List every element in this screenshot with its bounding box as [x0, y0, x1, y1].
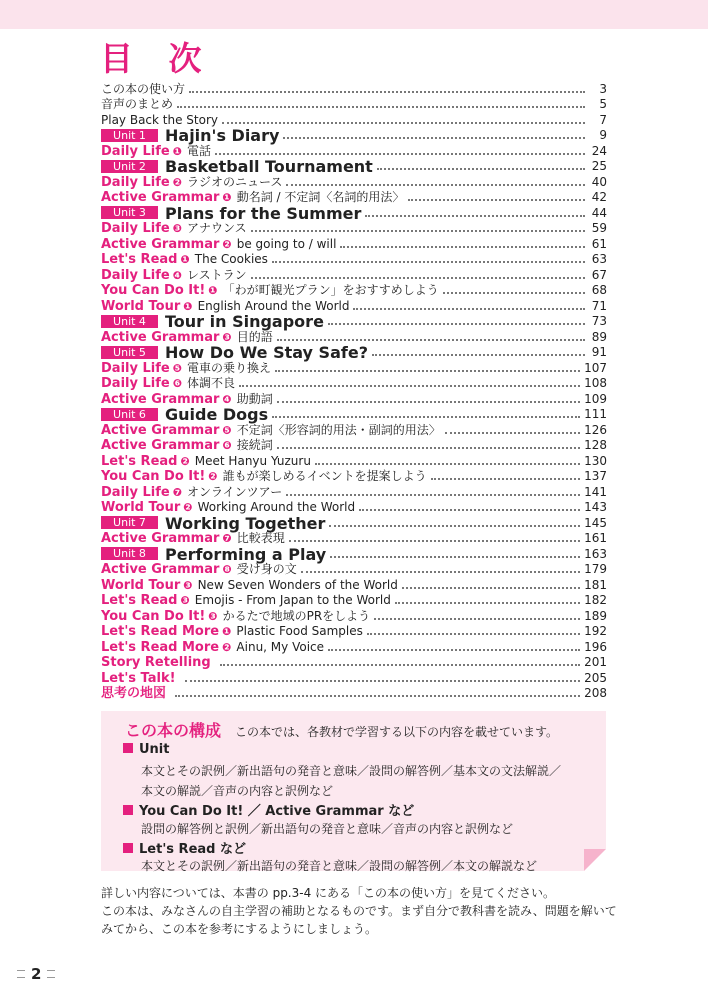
toc-category [101, 438, 232, 453]
category-number: ❺ [222, 423, 232, 437]
unit-title: Guide Dogs [165, 405, 269, 424]
toc-category [101, 624, 231, 639]
dot-leader [272, 261, 585, 263]
toc-page-number: 111 [584, 407, 607, 421]
section-you-can-do-it [123, 800, 414, 819]
toc-entry [101, 577, 607, 593]
toc-category [101, 485, 182, 500]
dot-leader [402, 587, 580, 589]
dot-leader [286, 494, 580, 496]
category-number: ❶ [180, 253, 190, 266]
toc-entry [101, 81, 607, 97]
toc-title: New Seven Wonders of the World [197, 577, 398, 592]
toc-page-number: 208 [584, 686, 607, 700]
toc-category [101, 562, 232, 577]
toc-page-number: 44 [591, 205, 607, 220]
category-label: Active Grammar [101, 422, 220, 438]
section-desc: 本文の解説／音声の内容と訳例など [141, 784, 334, 798]
toc-title: 不定詞〈形容詞的用法・副詞的用法〉 [236, 422, 441, 437]
category-label: Let's Read [101, 593, 178, 608]
page-footer [17, 965, 55, 983]
toc-page-number: 145 [584, 515, 607, 530]
category-label: Story Retelling [101, 655, 211, 670]
category-number: ❶ [183, 299, 193, 313]
dot-leader [359, 509, 580, 511]
toc-title: 体調不良 [187, 376, 236, 390]
square-bullet-icon [123, 805, 133, 815]
toc-page-number: 205 [584, 670, 607, 685]
toc-title: 目的語 [236, 329, 273, 344]
toc-category [101, 283, 218, 298]
dot-leader [445, 432, 580, 434]
unit-title: Tour in Singapore [165, 312, 324, 331]
category-label: Active Grammar [101, 391, 220, 407]
dot-leader [431, 478, 580, 480]
toc-title: Working Around the World [197, 500, 356, 514]
note [101, 884, 621, 938]
toc-category [101, 686, 166, 701]
dot-leader [315, 463, 580, 465]
toc-page-number: 161 [584, 531, 607, 545]
toc-entry [101, 531, 607, 547]
category-label: Active Grammar [101, 438, 220, 453]
dot-leader [330, 556, 580, 558]
toc-title: be going to / will [236, 236, 337, 251]
category-number: ❸ [183, 578, 193, 592]
category-label: Let's Talk! [101, 670, 176, 686]
toc-title: Play Back the Story [101, 112, 218, 127]
category-number: ❼ [172, 485, 183, 499]
toc-page-number: 107 [584, 360, 607, 375]
dot-leader [328, 323, 585, 325]
toc-entry [101, 608, 607, 624]
toc-page-number: 126 [584, 422, 607, 437]
toc-page-number: 42 [591, 190, 607, 204]
toc-page-number: 201 [584, 655, 607, 669]
toc-page-number: 181 [584, 577, 607, 592]
toc-title: レストラン [187, 267, 247, 282]
category-label: Active Grammar [101, 329, 220, 345]
category-number: ❸ [208, 609, 218, 623]
toc-page-number: 91 [591, 345, 607, 359]
dot-leader [251, 277, 585, 279]
footer-deco-icon [47, 970, 55, 978]
toc-title: 比較表現 [236, 531, 285, 545]
toc-title: アナウンス [187, 221, 247, 235]
toc-title: Meet Hanyu Yuzuru [194, 453, 311, 468]
section-label: Let's Read など [139, 842, 246, 857]
category-label: Active Grammar [101, 531, 220, 546]
toc-page-number: 163 [584, 546, 607, 561]
toc-category [101, 221, 182, 236]
toc-entry [101, 221, 607, 237]
toc-title: 動名詞 / 不定詞〈名詞的用法〉 [236, 190, 405, 204]
toc-page-number: 192 [584, 624, 607, 638]
category-label: Active Grammar [101, 190, 220, 205]
toc-entry [101, 453, 607, 469]
unit-title: Hajin's Diary [165, 126, 280, 145]
toc-title: この本の使い方 [101, 81, 186, 96]
toc-page-number: 141 [584, 484, 607, 499]
toc-entry [101, 314, 607, 330]
category-number: ❸ [172, 222, 183, 235]
toc-category [101, 578, 193, 593]
dot-leader [377, 168, 585, 170]
category-label: World Tour [101, 500, 181, 515]
toc-category [101, 252, 190, 267]
category-number: ❷ [172, 175, 183, 189]
toc-page-number: 182 [584, 593, 607, 607]
category-label: Daily Life [101, 174, 170, 190]
dot-leader [289, 540, 580, 542]
category-label: Daily Life [101, 376, 170, 391]
toc-entry [101, 593, 607, 609]
toc-title: Ainu, My Voice [236, 639, 325, 654]
top-band [0, 0, 708, 29]
toc-title: ラジオのニュース [187, 174, 283, 189]
category-number: ❷ [222, 640, 232, 654]
unit-badge: Unit 7 [101, 516, 158, 529]
category-label: You Can Do It! [101, 469, 206, 484]
toc-entry [101, 500, 607, 516]
toc-entry [101, 345, 607, 361]
toc-category [101, 469, 218, 484]
toc-entry [101, 670, 607, 686]
toc-page-number: 137 [584, 469, 607, 483]
dot-leader [185, 680, 581, 682]
structure-box [101, 711, 606, 871]
toc-title: 「わが町観光プラン」をおすすめしよう [222, 283, 439, 297]
dot-leader [353, 308, 585, 310]
toc-title: Emojis - From Japan to the World [194, 593, 391, 607]
category-number: ❷ [222, 237, 232, 251]
note-line: この本は、みなさんの自主学習の補助となるものです。まず自分で教科書を読み、問題を解いて [101, 904, 617, 918]
structure-title: この本の構成 [125, 721, 222, 740]
category-label: Daily Life [101, 143, 170, 159]
toc-category [101, 237, 232, 252]
dot-leader [189, 91, 585, 93]
toc-category [101, 268, 182, 283]
toc-category [101, 640, 231, 655]
category-label: Let's Read [101, 453, 178, 469]
toc-entry [101, 469, 607, 485]
toc-title: オンラインツアー [187, 484, 283, 499]
unit-badge: Unit 6 [101, 408, 158, 421]
toc-page-number: 71 [591, 298, 607, 313]
toc-page-number: 40 [591, 174, 607, 189]
toc-title: Plastic Food Samples [236, 624, 363, 638]
category-label: Active Grammar [101, 236, 220, 252]
toc-page-number: 59 [591, 221, 607, 235]
category-number: ❻ [172, 377, 183, 390]
dot-leader [277, 401, 580, 403]
unit-title: Performing a Play [165, 544, 327, 564]
page-title: 目 次 [100, 39, 214, 78]
category-number: ❹ [222, 392, 232, 406]
dot-leader [301, 571, 580, 573]
toc-page-number: 24 [591, 143, 607, 158]
category-number: ❻ [222, 439, 232, 452]
section-desc: 本文とその訳例／新出語句の発音と意味／設問の解答例／本文の解説など [141, 859, 538, 873]
category-label: Daily Life [101, 484, 170, 500]
category-label: Let's Read More [101, 639, 220, 655]
unit-title: Plans for the Summer [165, 203, 362, 223]
toc-category [101, 593, 190, 608]
dot-leader [374, 618, 580, 620]
dot-leader [177, 106, 585, 108]
toc-page-number: 108 [584, 376, 607, 390]
toc-title: 接続詞 [236, 438, 273, 452]
toc-entry [101, 159, 607, 175]
unit-badge: Unit 4 [101, 315, 158, 328]
toc-entry [101, 686, 607, 702]
toc-entry [101, 655, 607, 671]
toc-entry [101, 283, 607, 299]
toc-category [101, 671, 176, 686]
toc-category [101, 500, 193, 515]
dot-leader [222, 122, 585, 124]
note-line: 詳しい内容については、本書の pp.3-4 にある「この本の使い方」を見てください。 [101, 886, 556, 900]
toc-entry [101, 267, 607, 283]
section-desc: 本文とその訳例／新出語句の発音と意味／設問の解答例／基本文の文法解説／ [141, 764, 562, 778]
section-label: Unit [139, 742, 170, 757]
toc-page-number: 7 [599, 112, 607, 127]
toc-entry [101, 438, 607, 454]
toc-page-number: 196 [584, 639, 607, 654]
dot-leader [272, 416, 580, 418]
category-number: ❷ [180, 454, 190, 468]
structure-intro: この本では、各教材で学習する以下の内容を載せています。 [235, 725, 559, 739]
category-number: ❸ [180, 594, 190, 607]
category-label: You Can Do It! [101, 608, 206, 624]
toc-entry [101, 422, 607, 438]
dot-leader [251, 230, 585, 232]
toc-entry [101, 546, 607, 562]
toc-entry [101, 128, 607, 144]
toc-title: 受け身の文 [236, 562, 297, 576]
toc-page-number: 61 [591, 236, 607, 251]
dot-leader [408, 199, 585, 201]
toc-title: English Around the World [197, 298, 350, 313]
category-label: Daily Life [101, 360, 170, 376]
section-label: You Can Do It! ／ Active Grammar など [139, 804, 415, 819]
toc-entry [101, 252, 607, 268]
toc-page-number: 5 [599, 97, 607, 111]
table-of-contents [101, 81, 607, 701]
toc-page-number: 128 [584, 438, 607, 452]
category-number: ❷ [208, 470, 218, 483]
page-number: 2 [31, 965, 42, 983]
toc-page-number: 89 [591, 329, 607, 344]
toc-title: The Cookies [194, 252, 268, 266]
dot-leader [277, 339, 585, 341]
section-unit [123, 742, 169, 757]
toc-entry [101, 624, 607, 640]
category-number: ❹ [172, 268, 183, 282]
category-number: ❶ [222, 625, 232, 638]
section-lets-read [123, 838, 246, 857]
dot-leader [395, 602, 580, 604]
category-number: ❼ [222, 532, 232, 545]
toc-page-number: 63 [591, 252, 607, 266]
dot-leader [365, 215, 585, 217]
dot-leader [239, 385, 580, 387]
category-number: ❷ [183, 501, 193, 514]
category-number: ❽ [222, 563, 232, 576]
category-label: World Tour [101, 577, 181, 593]
category-number: ❶ [208, 284, 218, 297]
toc-entry [101, 205, 607, 221]
unit-badge: Unit 1 [101, 129, 158, 142]
dot-leader [215, 153, 585, 155]
section-desc: 設問の解答例と訳例／新出語句の発音と意味／音声の内容と訳例など [141, 822, 514, 836]
toc-entry [101, 515, 607, 531]
unit-badge: Unit 3 [101, 206, 158, 219]
toc-page-number: 68 [591, 283, 607, 297]
dot-leader [328, 649, 580, 651]
unit-badge: Unit 5 [101, 346, 158, 359]
toc-title: 音声のまとめ [101, 97, 174, 111]
toc-page-number: 3 [599, 81, 607, 96]
toc-entry [101, 407, 607, 423]
category-label: 思考の地図 [101, 686, 167, 701]
toc-category [101, 655, 211, 670]
category-label: Daily Life [101, 267, 170, 283]
unit-title: Basketball Tournament [165, 157, 373, 176]
dot-leader [275, 370, 580, 372]
toc-category [101, 423, 232, 438]
unit-title: Working Together [165, 513, 326, 533]
square-bullet-icon [123, 743, 133, 753]
dot-leader [220, 664, 580, 666]
unit-badge: Unit 8 [101, 547, 158, 560]
dot-leader [372, 354, 585, 356]
dot-leader [329, 525, 580, 527]
toc-entry [101, 484, 607, 500]
unit-title: How Do We Stay Safe? [165, 343, 368, 362]
toc-page-number: 189 [584, 608, 607, 623]
toc-title: 電車の乗り換え [187, 360, 272, 375]
unit-badge: Unit 2 [101, 160, 158, 173]
toc-page-number: 67 [591, 267, 607, 282]
toc-entry [101, 174, 607, 190]
toc-entry [101, 562, 607, 578]
dot-leader [443, 292, 585, 294]
toc-category [101, 190, 232, 205]
category-number: ❺ [172, 361, 183, 375]
toc-entry [101, 236, 607, 252]
category-label: Active Grammar [101, 562, 220, 577]
toc-page-number: 130 [584, 453, 607, 468]
toc-entry [101, 639, 607, 655]
toc-category [101, 609, 218, 624]
category-number: ❶ [172, 144, 183, 158]
dot-leader [367, 633, 580, 635]
dot-leader [286, 184, 585, 186]
dot-leader [277, 447, 580, 449]
toc-entry [101, 97, 607, 113]
toc-page-number: 109 [584, 391, 607, 406]
toc-title: 誰もが楽しめるイベントを提案しよう [222, 469, 427, 483]
toc-category [101, 531, 232, 546]
dot-leader [283, 137, 585, 139]
category-number: ❶ [222, 191, 232, 204]
category-label: World Tour [101, 298, 181, 314]
dot-leader [175, 695, 580, 697]
toc-page-number: 143 [584, 500, 607, 514]
toc-entry [101, 190, 607, 206]
toc-title: 電話 [187, 143, 212, 158]
toc-category [101, 454, 190, 469]
toc-category [101, 175, 182, 190]
category-label: Let's Read More [101, 624, 220, 639]
toc-entry [101, 360, 607, 376]
toc-page-number: 9 [599, 128, 607, 142]
category-label: You Can Do It! [101, 283, 206, 298]
square-bullet-icon [123, 843, 133, 853]
toc-title: かるたで地域のPRをしよう [222, 608, 371, 623]
note-line: みてから、この本を参考にするようにしましょう。 [101, 922, 378, 936]
category-number: ❸ [222, 330, 232, 344]
footer-deco-icon [17, 970, 25, 978]
toc-page-number: 179 [584, 562, 607, 576]
dot-leader [340, 246, 585, 248]
category-label: Let's Read [101, 252, 178, 267]
toc-category [101, 376, 182, 391]
toc-title: 助動詞 [236, 391, 273, 406]
toc-entry [101, 376, 607, 392]
toc-page-number: 25 [591, 159, 607, 173]
category-label: Daily Life [101, 221, 170, 236]
toc-page-number: 73 [591, 314, 607, 328]
page-fold-corner [584, 849, 606, 871]
toc-category [101, 361, 182, 376]
